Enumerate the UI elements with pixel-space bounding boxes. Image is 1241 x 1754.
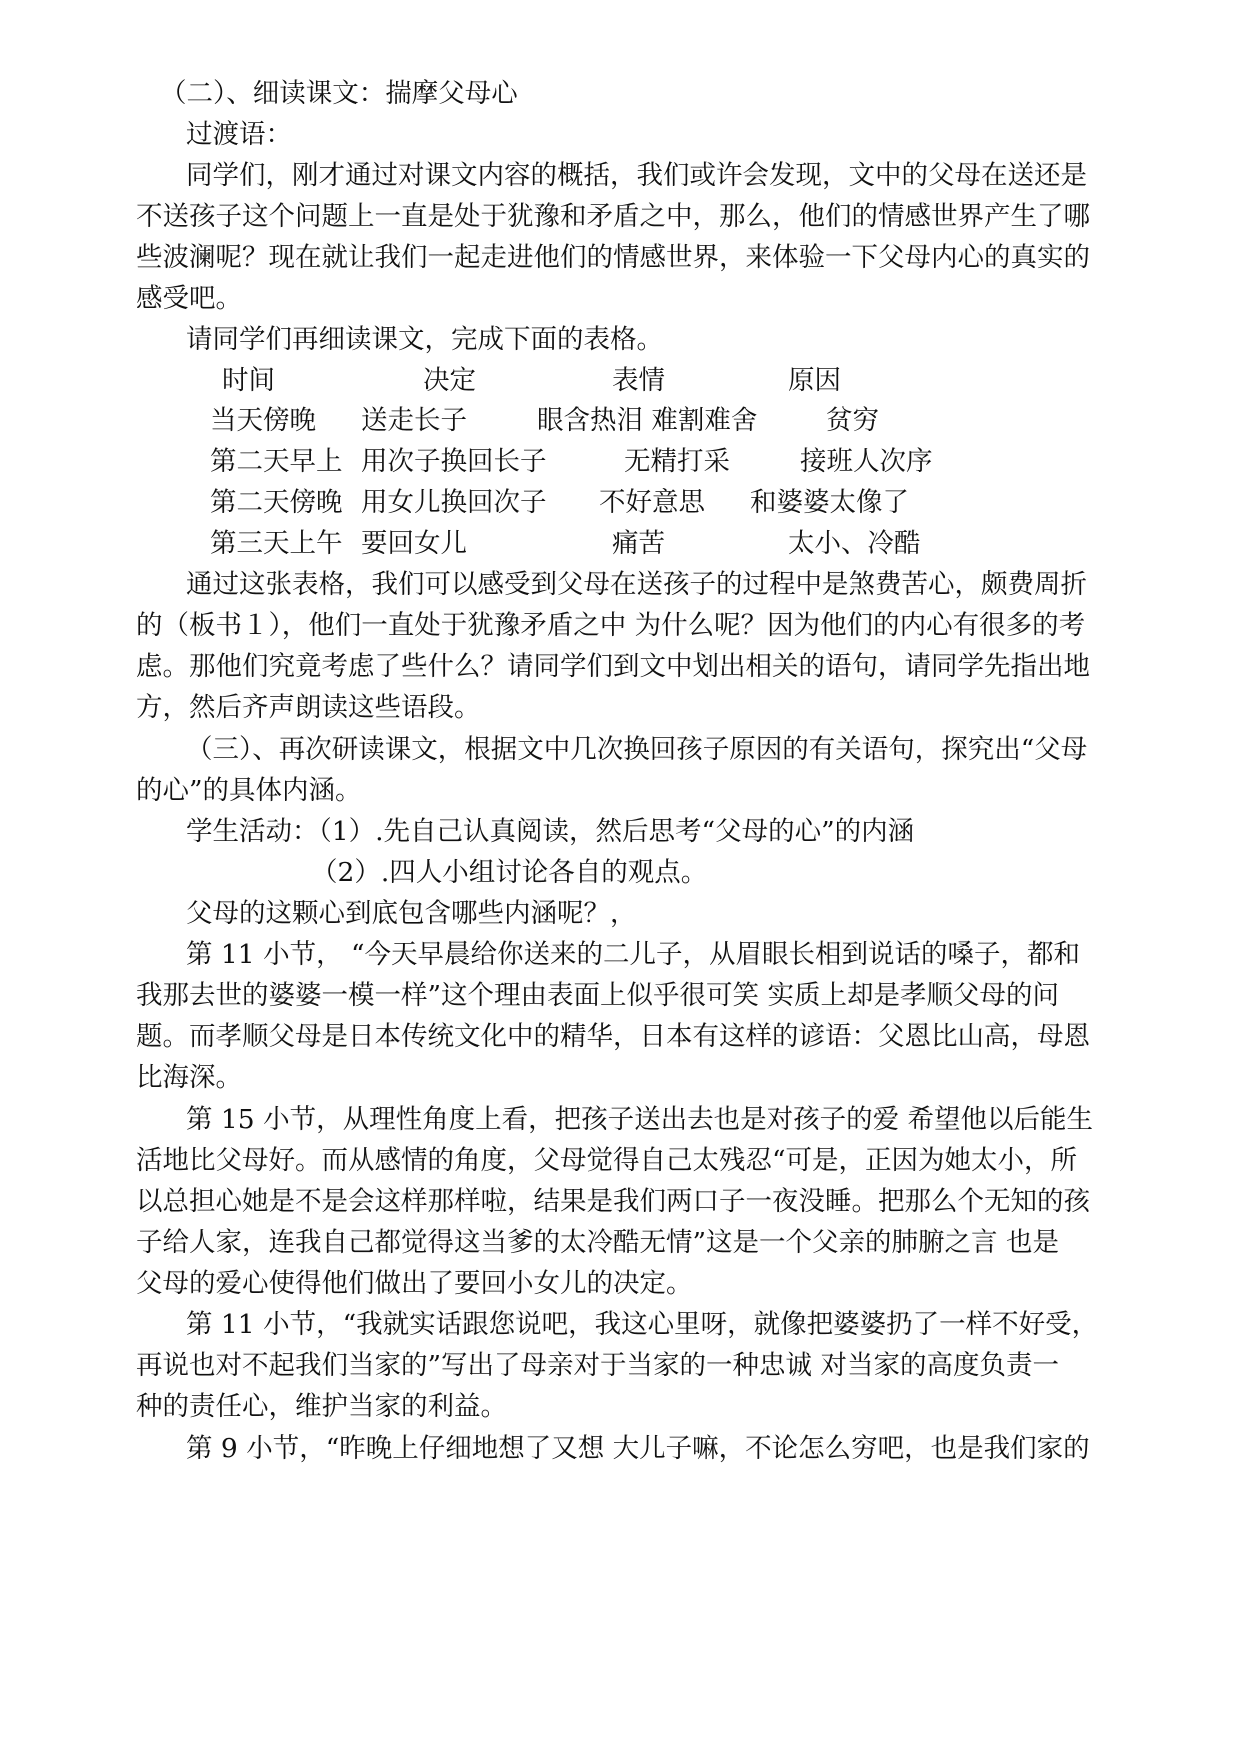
intro-paragraph-line-1: 同学们，刚才通过对课文内容的概括，我们或许会发现，文中的父母在送还是 [186, 160, 1087, 191]
section-15-line-2: 活地比父母好。而从感情的角度，父母觉得自己太残忍“可是，正因为她太小，所 [136, 1145, 1078, 1176]
table-header-expression: 表情 [612, 365, 665, 396]
section-15-line-3: 以总担心她是不是会这样那样啦，结果是我们两口子一夜没睡。把那么个无知的孩 [136, 1186, 1090, 1217]
table-row-3-time: 第二天傍晚 [210, 487, 343, 518]
summary-paragraph-line-3: 虑。那他们究竟考虑了些什么？请同学们到文中划出相关的语句，请同学先指出地 [136, 651, 1090, 682]
student-activity-2: （2）.四人小组讨论各自的观点。 [311, 857, 708, 888]
section-11-b-line-2: 再说也对不起我们当家的”写出了母亲对于当家的一种忠诚 对当家的高度负责一 [136, 1350, 1059, 1381]
section-2-heading: （二）、细读课文：揣摩父母心 [160, 78, 518, 109]
summary-paragraph-line-4: 方，然后齐声朗读这些语段。 [136, 692, 481, 723]
table-header-time: 时间 [222, 365, 275, 396]
section-11-a-line-1: 第 11 小节， “今天早晨给你送来的二儿子，从眉眼长相到说话的嗓子，都和 [186, 939, 1081, 970]
section-11-a-line-2: 我那去世的婆婆一模一样”这个理由表面上似乎很可笑 实质上却是孝顺父母的问 [136, 980, 1059, 1011]
section-11-b-line-1: 第 11 小节，“我就实话跟您说吧，我这心里呀，就像把婆婆扔了一样不好受， [186, 1309, 1099, 1340]
student-activity-1: 学生活动：（1）.先自己认真阅读，然后思考“父母的心”的内涵 [186, 816, 915, 847]
intro-paragraph-line-2: 不送孩子这个问题上一直是处于犹豫和矛盾之中，那么，他们的情感世界产生了哪 [136, 201, 1090, 232]
section-3-heading-line-1: （三）、再次研读课文，根据文中几次换回孩子原因的有关语句，探究出“父母 [186, 734, 1088, 765]
table-row-2-expression: 无精打采 [624, 446, 730, 477]
table-row-3-reason: 和婆婆太像了 [750, 487, 909, 518]
intro-paragraph-line-4: 感受吧。 [136, 283, 242, 314]
table-instruction: 请同学们再细读课文，完成下面的表格。 [186, 324, 663, 355]
section-11-b-line-3: 种的责任心，维护当家的利益。 [136, 1391, 507, 1422]
table-row-1-decision: 送走长子 [361, 405, 467, 436]
section-9-line-1: 第 9 小节，“昨晚上仔细地想了又想 大儿子嘛，不论怎么穷吧，也是我们家的 [186, 1433, 1090, 1464]
table-row-1-time: 当天傍晚 [210, 405, 316, 436]
section-11-a-line-4: 比海深。 [136, 1062, 242, 1093]
table-row-2-time: 第二天早上 [210, 446, 343, 477]
table-row-4-expression: 痛苦 [612, 528, 665, 559]
section-3-heading-line-2: 的心”的具体内涵。 [136, 775, 362, 806]
table-row-2-reason: 接班人次序 [800, 446, 933, 477]
table-row-4-time: 第三天上午 [210, 528, 343, 559]
section-15-line-5: 父母的爱心使得他们做出了要回小女儿的决定。 [136, 1268, 693, 1299]
table-row-3-decision: 用女儿换回次子 [361, 487, 547, 518]
section-15-line-1: 第 15 小节，从理性角度上看，把孩子送出去也是对孩子的爱 希望他以后能生 [186, 1104, 1093, 1135]
table-row-1-reason: 贫穷 [826, 405, 879, 436]
table-header-decision: 决定 [423, 365, 476, 396]
summary-paragraph-line-1: 通过这张表格，我们可以感受到父母在送孩子的过程中是煞费苦心，颇费周折 [186, 569, 1087, 600]
table-row-1-expression: 眼含热泪 难割难舍 [537, 405, 758, 436]
transition-label: 过渡语： [186, 119, 292, 150]
section-11-a-line-3: 题。而孝顺父母是日本传统文化中的精华，日本有这样的谚语：父恩比山高，母恩 [136, 1021, 1090, 1052]
table-row-2-decision: 用次子换回长子 [361, 446, 547, 477]
table-row-4-decision: 要回女儿 [361, 528, 467, 559]
intro-paragraph-line-3: 些波澜呢？现在就让我们一起走进他们的情感世界，来体验一下父母内心的真实的 [136, 242, 1090, 273]
guiding-question: 父母的这颗心到底包含哪些内涵呢？， [186, 898, 637, 929]
summary-paragraph-line-2: 的（板书１），他们一直处于犹豫矛盾之中 为什么呢？因为他们的内心有很多的考 [136, 610, 1086, 641]
table-row-4-reason: 太小、冷酷 [788, 528, 921, 559]
table-header-reason: 原因 [788, 365, 841, 396]
table-row-3-expression: 不好意思 [599, 487, 705, 518]
section-15-line-4: 子给人家，连我自己都觉得这当爹的太冷酷无情”这是一个父亲的肺腑之言 也是 [136, 1227, 1059, 1258]
